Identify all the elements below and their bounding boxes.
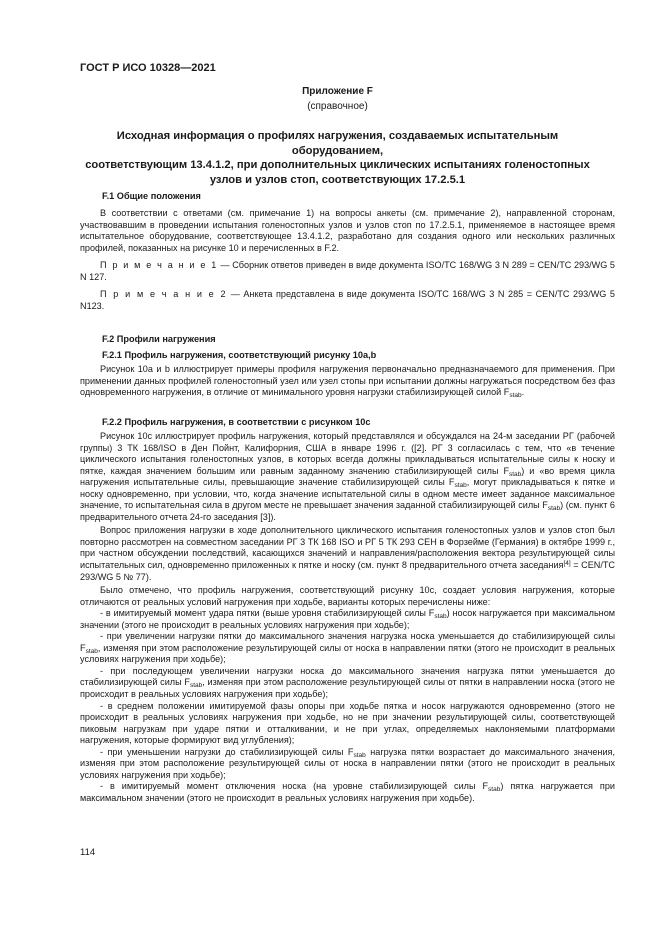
paragraph: В соответствии с ответами (см. примечание 1) на вопросы анкеты (см. примечание 2), направленной сторонам, участвовавшим в проведении испытания голеностопных узлов и узлов стоп по 17.2.5.1, применяемое в настоящее время испытательное оборудование, соответствующее 13.4.1.2, разработано для создания одного или нескольких различных профилей, показанных на рисунке 10 и перечисленных в F.2.	[80, 208, 615, 253]
text: = CEN/TC 293/WG 5 № 77).	[80, 560, 615, 582]
appendix-heading-line: соответствующим 13.4.1.2, при дополнительных циклических испытаниях голеностопных	[85, 159, 590, 171]
section-f1-heading: F.1 Общие положения	[102, 191, 201, 201]
list-item	[80, 781, 615, 804]
subscript: stab	[488, 786, 501, 794]
text: ) носок нагружается при максимальном значении (этого не происходит в реальных условиях нагружения при ходьбе);	[80, 608, 616, 630]
appendix-subtitle: (справочное)	[307, 101, 368, 112]
note-label: П р и м е ч а н и е 2	[100, 289, 228, 300]
note-1	[80, 260, 615, 283]
text: , изменяя при этом расположение результирующей силы от пятки в направлении носка (этого не происходит в реальных условиях нагружения при ходьбе);	[80, 677, 615, 700]
text: - в имитируемый момент удара пятки (выше уровня стабилизирующей силы F	[100, 608, 435, 619]
section-f22-heading: F.2.2 Профиль нагружения, в соответствии с рисунком 10с	[102, 417, 371, 427]
text: , изменяя при этом расположение результирующей силы от носка в направлении пятки (этого не происходит в реальных условиях нагружения при ходьбе);	[80, 642, 615, 665]
list-item	[80, 608, 615, 631]
section-f22-body	[80, 431, 615, 805]
list-item	[80, 747, 615, 782]
page-number: 114	[80, 847, 96, 858]
text: Рисунок 10а и b иллюстрирует примеры профиля нагружения первоначально предназначаемого для применения. При применении данных профилей голеностопный узел или узел стопы при испытании должны нагружаться посредством без фаз одновременного нагружения, в отличие от минимального уровня нагрузки стабилизирующей силой F	[80, 364, 615, 398]
note-text: — Сборник ответов приведен в виде документа ISO/TC 168/WG 3 N 289 = CEN/TC 293/WG 5 N 127.	[80, 260, 615, 282]
text: - в имитируемый момент отключения носка (на уровне стабилизирующей силы F	[100, 781, 489, 792]
paragraph: Было отмечено, что профиль нагружения, соответствующий рисунку 10с, создает условия нагружения, которые отличаются от реальных условий нагружения при ходьбе, варианты которых перечислены ниже:	[80, 585, 615, 607]
text: ) (см. пункт 6 предварительного отчета 24-го заседания [3]).	[80, 500, 615, 522]
list-item	[80, 666, 615, 701]
paragraph	[80, 525, 615, 583]
paragraph	[80, 431, 615, 523]
text: - при последующем увеличении нагрузки носка до максимального значения нагрузка пятки уменьшается до стабилизирующей силы F	[80, 665, 615, 688]
subscript: stab	[509, 392, 522, 400]
appendix-title: Приложение F	[302, 86, 373, 97]
subscript: stab	[189, 682, 203, 690]
subscript: stab	[547, 505, 561, 513]
note-label: П р и м е ч а н и е 1	[100, 260, 218, 271]
note-2	[80, 289, 615, 312]
section-f21-heading: F.2.1 Профиль нагружения, соответствующий рисунку 10а,b	[102, 350, 377, 360]
text: , могут прикладываться к пятке и носку одновременно, при условии, что, когда значение испытательной силы в одном месте имеет заданное максимальное значение, то испытательная сила в другом месте не превышает значения заданной стабилизирующей силы F	[80, 477, 615, 511]
section-f1-body	[80, 208, 615, 312]
text: ) пятка нагружается при максимальном значении (этого не происходит в реальных условиях нагружения при ходьбе).	[80, 781, 615, 803]
section-f21-body	[80, 364, 615, 399]
subscript: stab	[434, 613, 447, 621]
subscript: stab	[353, 751, 366, 759]
text: ) и «во время цикла нагружения испытательные силы, превышающие значение стабилизирующей силы F	[80, 465, 615, 488]
subscript: stab	[454, 482, 467, 490]
text: нагрузка пятки возрастает до максимального значения, изменяя при этом расположение результирующей силы от носка в направлении пятки (этого не происходит в реальных условиях нагружения при ходьбе);	[80, 746, 615, 780]
list-item: - в среднем положении имитируемой фазы опоры при ходьбе пятка и носок нагружаются одновременно (этого не происходит в реальных условиях нагружения при ходьбе, но не при значении результирующей силы, соответствующей пиковым нагрузкам при ударе пятки и отталкивании, и не при углах, определяемых наклоняемыми платформами нагружения, которые формируют вид углубления);	[80, 700, 615, 746]
paragraph	[80, 364, 615, 399]
standard-header: ГОСТ Р ИСО 10328—2021	[80, 62, 216, 74]
section-f2-heading: F.2 Профили нагружения	[102, 334, 216, 344]
text: - при увеличении нагрузки пятки до максимального значения нагрузка носка уменьшается до стабилизирующей силы F	[80, 631, 615, 653]
appendix-heading-line: Исходная информация о профилях нагружения, создаваемых испытательным оборудованием,	[116, 130, 559, 157]
list-item	[80, 631, 615, 666]
text: .	[521, 387, 525, 398]
note-text: — Анкета представлена в виде документа ISO/TC 168/WG 3 N 285 = CEN/TC 293/WG 5 N123.	[80, 289, 615, 311]
text: - при уменьшении нагрузки до стабилизирующей силы F	[100, 746, 354, 757]
text: Вопрос приложения нагрузки в ходе дополнительного циклического испытания голеностопных узлов и узлов стоп был повторно рассмотрен на совместном заседании РГ 3 ТК 168 ISO и РГ 5 ТК 293 СЕН в Форзейме (Германия) в октябре 1999 г., при частном обсуждении последствий, касающихся значений и направления/расположения вектора результирующей силы испытательных сил, одновременно приложенных к пятке и носку (см. пункт 8 предварительного отчета заседания	[80, 525, 615, 571]
subscript: stab	[85, 647, 98, 655]
appendix-heading	[80, 129, 595, 187]
text: Рисунок 10с иллюстрирует профиль нагружения, который представлялся и обсуждался на 24-м заседании РГ (рабочей группы) 3 ТК 168/ISO в Ден Пойнт, Калифорния, США в январе 1996 г. ([2]. РГ 3 согласилась с тем, что «в течение циклического испытания голеностопных узлов, в которых всегда должны прикладываться испытательные силы к носку и пятке, каждая значением большим или равным заданному значению стабилизирующей силы F	[80, 431, 615, 476]
superscript: [4]	[563, 560, 571, 568]
subscript: stab	[509, 470, 522, 478]
appendix-heading-line: узлов и узлов стоп, соответствующих 17.2.5.1	[209, 173, 466, 186]
